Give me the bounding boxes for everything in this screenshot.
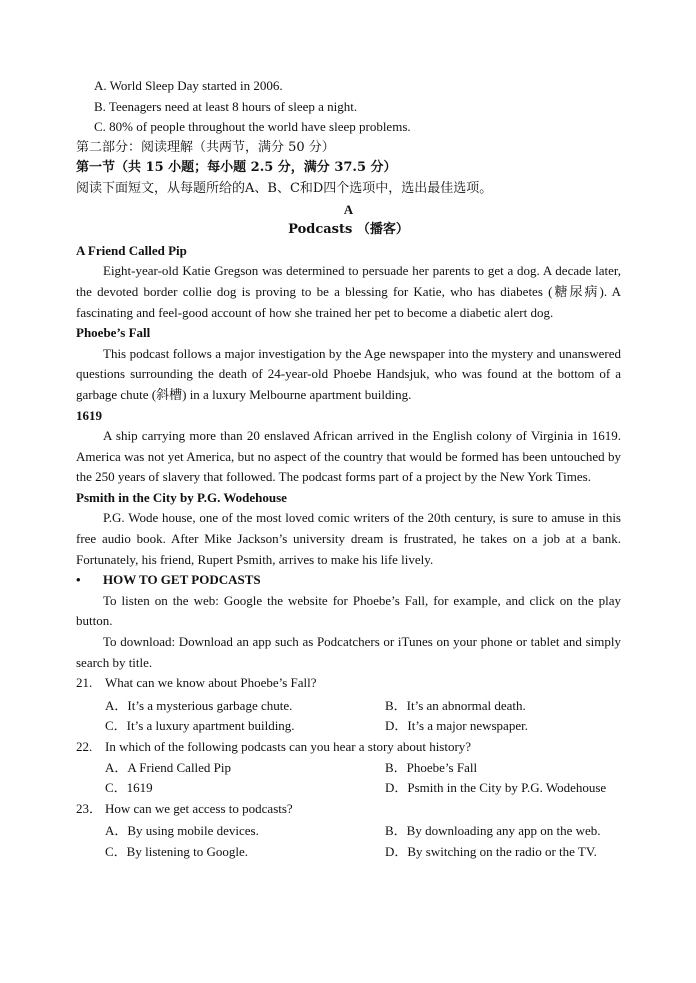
choice-c: C．It’s a luxury apartment building. xyxy=(105,718,295,734)
question-number: 21. xyxy=(76,675,93,691)
podcast-title: A Friend Called Pip xyxy=(76,242,187,258)
question-23 xyxy=(76,799,621,863)
choice-c: C．1619 xyxy=(105,780,153,796)
choice-b: B．Phoebe’s Fall xyxy=(385,759,478,775)
previous-question-options xyxy=(76,76,621,138)
bullet-icon: • xyxy=(76,572,81,588)
podcast-item-phoebe xyxy=(76,323,621,405)
exam-page xyxy=(76,76,621,863)
question-text: What can we know about Phoebe’s Fall? xyxy=(105,675,317,691)
option-b: B. Teenagers need at least 8 hours of sleep a night. xyxy=(94,98,358,114)
question-22 xyxy=(76,737,621,799)
how-to-heading xyxy=(76,570,621,591)
podcast-item-1619 xyxy=(76,406,621,488)
podcast-description: Eight-year-old Katie Gregson was determined to persuade her parents to get a dog. A decade later, the devoted border collie dog is proving to be a blessing for Katie, who has diabetes (糖尿病). A fascinating and feel-good account of how she trained her pet to become a diabetic alert dog. xyxy=(76,263,621,320)
podcast-title: Psmith in the City by P.G. Wodehouse xyxy=(76,489,287,505)
option-a: A. World Sleep Day started in 2006. xyxy=(94,78,283,93)
choice-d: D．By switching on the radio or the TV. xyxy=(385,843,597,859)
podcast-description: P.G. Wode house, one of the most loved comic writers of the 20th century, is sure to amuse in this free audio book. After Mike Jackson’s university dream is frustrated, he takes on a job at a bank. Fortunately, his friend, Rupert Psmith, arrives to make his life lively. xyxy=(76,510,621,567)
question-21 xyxy=(76,673,621,737)
part2-title: 第二部分：阅读理解（共两节，满分 50 分） xyxy=(76,139,335,155)
podcast-description: This podcast follows a major investigation by the Age newspaper into the mystery and unanswered questions surrounding the death of 24-year-old Phoebe Handsjuk, who was found at the bottom of a garbage chute (斜槽) in a luxury Melbourne apartment building. xyxy=(76,345,621,402)
how-to-web: To listen on the web: Google the website for Phoebe’s Fall, for example, and click on the play button. xyxy=(76,592,621,629)
podcast-item-pip xyxy=(76,241,621,323)
choice-a: A．It’s a mysterious garbage chute. xyxy=(105,697,293,713)
podcast-description: A ship carrying more than 20 enslaved African arrived in the English colony of Virginia in 1619. America was not yet America, but no aspect of the country that would be formed has been untouched by the 250 years of slavery that followed. The podcast forms part of a project by the New York Times. xyxy=(76,428,621,485)
choice-a: A．A Friend Called Pip xyxy=(105,759,232,775)
how-to-section xyxy=(76,570,621,673)
question-text: How can we get access to podcasts? xyxy=(105,800,293,816)
choice-d: D．It’s a major newspaper. xyxy=(385,718,528,734)
choice-b: B．It’s an abnormal death. xyxy=(385,697,526,713)
passage-letter: A xyxy=(343,201,354,217)
choice-a: A．By using mobile devices. xyxy=(105,823,259,839)
how-to-title: HOW TO GET PODCASTS xyxy=(103,572,261,588)
choice-d: D．Psmith in the City by P.G. Wodehouse xyxy=(385,780,607,796)
question-number: 22. xyxy=(76,739,93,754)
podcast-title: Phoebe’s Fall xyxy=(76,325,151,341)
instructions: 阅读下面短文，从每题所给的A、B、C和D四个选项中，选出最佳选项。 xyxy=(76,180,493,196)
passage-title: Podcasts （播客） xyxy=(288,222,409,238)
how-to-download: To download: Download an app such as Podcatchers or iTunes on your phone or tablet and simply search by title. xyxy=(76,634,621,670)
option-c: C. 80% of people throughout the world have sleep problems. xyxy=(94,119,411,135)
podcast-title: 1619 xyxy=(76,407,102,423)
question-number: 23． xyxy=(76,800,103,816)
choice-c: C．By listening to Google. xyxy=(105,843,249,859)
podcast-item-psmith xyxy=(76,488,621,570)
choice-b: B．By downloading any app on the web. xyxy=(385,823,601,839)
question-text: In which of the following podcasts can you hear a story about history? xyxy=(105,739,472,754)
section1-title: 第一节（共 15 小题；每小题 2.5 分，满分 37.5 分） xyxy=(76,160,397,176)
